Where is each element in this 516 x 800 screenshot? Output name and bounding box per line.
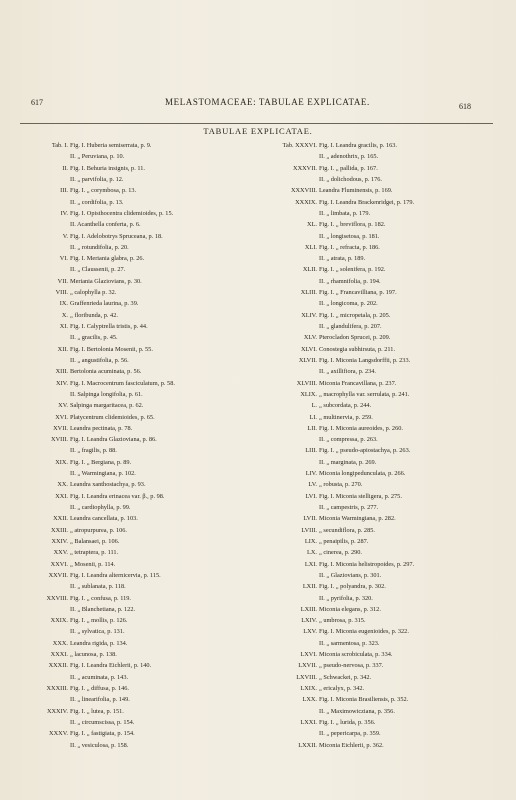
plate-number: Tab. XXXVI. (282, 142, 317, 149)
plate-list-item (22, 253, 175, 264)
plate-list-item (265, 604, 414, 615)
plate-list-item (22, 479, 175, 490)
plate-entry: II. „ pyrifolia, p. 320. (319, 594, 373, 602)
plate-entry: Fig. I. Opisthocentra clidemioides, p. 15. (70, 209, 174, 217)
plate-list-item (22, 366, 175, 377)
plate-list-item (22, 626, 175, 637)
plate-list-item (265, 694, 414, 705)
plate-number: XIX. (55, 458, 68, 466)
plate-number: XII. (57, 345, 68, 353)
plate-entry: Leandra cancellata, p. 103. (70, 515, 138, 523)
plate-list-item (265, 559, 414, 570)
plate-entry: Fig. I. Miconia Brasiliensis, p. 352. (319, 696, 409, 704)
plate-entry: II. „ circumscissa, p. 154. (70, 718, 135, 726)
plate-list-item (22, 706, 175, 717)
plate-entry: Miconia longipedunculata, p. 266. (319, 470, 406, 478)
plate-number: XVI. (55, 413, 68, 421)
plate-entry: „ umbrosa, p. 315. (319, 617, 366, 625)
plate-number: XXXV. (49, 730, 68, 738)
plate-list-item (265, 332, 414, 343)
plate-list-item (265, 276, 414, 287)
plate-entry: II. „ cardiophylla, p. 99. (70, 504, 131, 511)
plate-list-item (265, 253, 414, 264)
plate-entry: II. „ atrata, p. 189. (319, 255, 366, 263)
plate-entry: Fig. I. Calyptrella tristis, p. 44. (70, 323, 148, 330)
plate-entry: Leandra pectinata, p. 78. (70, 424, 133, 432)
plate-list-item (265, 400, 414, 411)
plate-number: II. (62, 164, 68, 172)
plate-number: LI. (309, 413, 317, 421)
plate-entry: II. „ compressa, p. 263. (319, 436, 378, 444)
plate-entry: II. „ linearifolia, p. 149. (70, 696, 130, 704)
plate-list-item (265, 174, 414, 185)
plate-entry: II. Salpinga longifolia, p. 61. (70, 390, 143, 398)
plate-number: XL. (307, 221, 317, 229)
plate-entry: Fig. I. „ Bergiana, p. 89. (70, 458, 132, 466)
plate-entry: II. „ longicoma, p. 202. (319, 300, 378, 308)
plate-list-item (22, 389, 175, 400)
plate-list-item (22, 208, 175, 219)
plate-entry: Fig. I. „ pseudo-apiostachya, p. 263. (319, 447, 411, 455)
plate-entry: Fig. I. „ lurida, p. 356. (319, 718, 376, 726)
right-plate-list (265, 140, 414, 751)
plate-number: LXVI. (300, 651, 317, 659)
plate-list-item (22, 264, 175, 275)
plate-list-item (265, 581, 414, 592)
plate-number: XXXIX. (295, 198, 317, 206)
plate-number: LIII. (305, 447, 317, 455)
plate-number: XXX. (52, 639, 68, 647)
plate-number: LX. (307, 549, 317, 557)
plate-list-item (22, 593, 175, 604)
plate-list-item (265, 378, 414, 389)
plate-list-item (22, 694, 175, 705)
plate-list-item (22, 355, 175, 366)
plate-number: LXXI. (300, 718, 317, 726)
plate-entry: Fig. I. Macrocentrum fasciculatum, p. 58. (70, 379, 175, 387)
plate-number: III. (60, 187, 68, 195)
plate-list-item (22, 502, 175, 513)
plate-entry: Pterocladon Sprucei, p. 209. (319, 334, 391, 342)
plate-number: VIII. (55, 289, 68, 297)
plate-list-item (22, 412, 175, 423)
plate-number: XXVII. (48, 571, 68, 579)
plate-entry: II. „ dolichodous, p. 176. (319, 175, 382, 183)
plate-entry: Meriania Glaziovians, p. 30. (70, 277, 142, 285)
plate-entry: Fig. I. Miconia Langsdorffii, p. 233. (319, 356, 411, 364)
plate-list-item (265, 717, 414, 728)
plate-entry: „ ericalyx, p. 342. (319, 685, 365, 692)
plate-list-item (265, 491, 414, 502)
plate-list-item (265, 197, 414, 208)
plate-number: LVII. (303, 515, 317, 523)
plate-number: LIV. (305, 470, 317, 478)
plate-list-item (265, 445, 414, 456)
plate-entry: „ atropurpurea, p. 106. (70, 526, 128, 534)
plate-entry: II. „ vesiculosa, p. 158. (70, 741, 129, 749)
plate-entry: Fig. I. Miconia helistropoides, p. 297. (319, 560, 415, 568)
plate-list-item (22, 219, 175, 230)
plate-entry: II. „ glandulifera, p. 207. (319, 323, 382, 330)
plate-entry: „ Schwackei, p. 342. (319, 673, 372, 681)
plate-entry: „ subcordata, p. 244. (319, 402, 372, 410)
plate-list-item (265, 208, 414, 219)
plate-number: XLII. (302, 266, 317, 274)
plate-list-item (22, 185, 175, 196)
plate-list-item (265, 468, 414, 479)
plate-list-item (22, 310, 175, 321)
plate-entry: II. „ sublanata, p. 118. (70, 583, 126, 591)
plate-list-item (265, 457, 414, 468)
plate-number: LXIII. (300, 605, 317, 613)
plate-entry: II. „ limbata, p. 179. (319, 209, 371, 217)
plate-entry: II. „ Glaziovians, p. 301. (319, 571, 382, 579)
plate-entry: „ multinervia, p. 259. (319, 413, 373, 421)
plate-entry: II. „ campestris, p. 277. (319, 504, 379, 511)
plate-entry: II. „ adenothrix, p. 165. (319, 153, 379, 161)
plate-number: XIV. (56, 379, 68, 387)
plate-entry: Fig. I. Miconia eugenioides, p. 322. (319, 628, 409, 636)
plate-number: X. (61, 311, 68, 319)
plate-number: XV. (58, 402, 68, 410)
plate-entry: II. „ pepericarpa, p. 359. (319, 730, 381, 738)
plate-list-item (265, 683, 414, 694)
plate-entry: II. „ sarmentosa, p. 323. (319, 639, 380, 647)
plate-entry: Fig. I. Meriania glabra, p. 26. (70, 255, 145, 263)
plate-list-item (265, 434, 414, 445)
plate-entry: Graffenrieda laurina, p. 39. (70, 300, 139, 308)
plate-entry: Miconia Francavillana, p. 237. (319, 379, 397, 387)
plate-number: LXV. (303, 628, 317, 636)
plate-entry: Fig. I. „ mollis, p. 126. (70, 617, 128, 625)
plate-list-item (22, 400, 175, 411)
plate-list-item (22, 638, 175, 649)
plate-entry: Fig. I. Leandra alternicervia, p. 115. (70, 571, 161, 579)
plate-list-item (22, 660, 175, 671)
plate-number: XXV. (53, 549, 68, 557)
plate-entry: Miconia Eichlerii, p. 362. (319, 741, 384, 749)
plate-entry: Fig. I. „ micropetala, p. 205. (319, 311, 391, 319)
plate-list-item (265, 242, 414, 253)
plate-list-item (22, 559, 175, 570)
plate-number: LXX. (302, 696, 317, 704)
plate-number: LXIV. (301, 617, 317, 625)
plate-list-item (265, 412, 414, 423)
plate-number: XLIV. (301, 311, 317, 319)
plate-number: LVI. (305, 492, 317, 500)
plate-number: XLV. (303, 334, 317, 342)
plate-list-item (265, 626, 414, 637)
plate-number: XXIV. (51, 537, 68, 545)
plate-entry: II. „ rhamnifolia, p. 194. (319, 277, 381, 285)
plate-list-item (22, 423, 175, 434)
plate-entry: Fig. I. Bertolonia Mosenii, p. 55. (70, 345, 153, 353)
plate-number: LXVII. (298, 662, 317, 670)
plate-list-item (265, 344, 414, 355)
plate-list-item (265, 728, 414, 739)
plate-entry: II. „ sylvatica, p. 131. (70, 628, 125, 636)
plate-number: LXIX. (300, 685, 317, 692)
plate-list-item (265, 525, 414, 536)
plate-entry: Fig. I. Leandra Brackenridgei, p. 179. (319, 198, 415, 206)
plate-entry: II. „ Warmingiana, p. 102. (70, 470, 136, 478)
plate-entry: II. „ parvifolia, p. 12. (70, 175, 124, 183)
plate-number: XXXI. (50, 651, 68, 659)
plate-list-item (265, 672, 414, 683)
plate-number: LXII. (302, 583, 317, 591)
plate-number: IX. (59, 300, 68, 308)
plate-entry: Fig. I. Miconia aureoides, p. 260. (319, 424, 403, 432)
plate-list-item (22, 434, 175, 445)
plate-number: XXVIII. (46, 594, 68, 602)
plate-number: XXXIV. (46, 707, 68, 715)
header-rule (20, 123, 493, 124)
plate-list-item (265, 321, 414, 332)
plate-entry: Conostegia subhirsuta, p. 211. (319, 345, 396, 353)
plate-number: LII. (307, 424, 317, 432)
plate-list-item (22, 513, 175, 524)
plate-list-item (22, 457, 175, 468)
plate-list-item (22, 242, 175, 253)
plate-entry: Leandra rigida, p. 134. (70, 639, 128, 647)
plate-list-item (265, 219, 414, 230)
plate-list-item (22, 151, 175, 162)
plate-list-item (22, 672, 175, 683)
plate-entry: Fig. I. Leandra Glazioviana, p. 86. (70, 436, 157, 444)
plate-entry: Fig. I. Behuria insignis, p. 11. (70, 164, 145, 172)
plate-list-item (22, 491, 175, 502)
plate-list-item (22, 378, 175, 389)
plate-entry: II. „ axillifiora, p. 234. (319, 368, 377, 376)
plate-list-item (22, 570, 175, 581)
plate-list-item (265, 547, 414, 558)
plate-entry: Fig. I. Adelobotrys Spruceana, p. 18. (70, 232, 163, 240)
plate-entry: Fig. I. Leandra Eichlerii, p. 140. (70, 662, 152, 670)
plate-number: XLI. (304, 243, 317, 251)
plate-entry: Fig. I. „ confusa, p. 119. (70, 594, 131, 602)
plate-list-item (22, 276, 175, 287)
plate-list-item (22, 547, 175, 558)
plate-list-item (22, 740, 175, 751)
plate-entry: Fig. I. „ lutea, p. 151. (70, 707, 124, 715)
plate-entry: II. „ Claussenii, p. 27. (70, 266, 126, 274)
plate-number: V. (62, 232, 68, 240)
plate-number: LXVIII. (296, 673, 317, 681)
plate-list-item (22, 163, 175, 174)
plate-entry: II. „ Peruviana, p. 10. (70, 153, 125, 161)
plate-number: XX. (57, 481, 68, 489)
plate-entry: „ secundiflora, p. 285. (319, 526, 375, 534)
plate-entry: II. „ cordifolia, p. 13. (70, 198, 124, 206)
plate-number: VII. (57, 277, 68, 285)
plate-number: IV. (60, 209, 68, 217)
plate-list-item (265, 140, 414, 151)
plate-entry: II. Acanthella conferta, p. 6. (70, 221, 141, 229)
plate-entry: Leandra Fluminensis, p. 169. (319, 187, 393, 195)
plate-list-item (22, 649, 175, 660)
plate-entry: Fig. I. „ fastigiata, p. 154. (70, 730, 135, 738)
plate-number: XI. (59, 323, 68, 330)
plate-list-item (22, 536, 175, 547)
plate-list-item (265, 389, 414, 400)
plate-list-item (265, 570, 414, 581)
plate-list-item (22, 344, 175, 355)
plate-list-item (265, 298, 414, 309)
plate-list-item (22, 197, 175, 208)
plate-entry: Fig. I. Leandra gracilis, p. 163. (319, 142, 397, 149)
plate-number: L. (311, 402, 317, 410)
plate-list-item (22, 332, 175, 343)
plate-list-item (265, 231, 414, 242)
plate-entry: „ pseudo-nervosa, p. 337. (319, 662, 384, 670)
plate-entry: II. „ gracilis, p. 45. (70, 334, 118, 342)
plate-number: Tab. I. (51, 142, 68, 149)
plate-entry: II. „ marginata, p. 269. (319, 458, 377, 466)
plate-entry: Fig. I. „ breviflora, p. 182. (319, 221, 386, 229)
plate-list-item (22, 615, 175, 626)
plate-entry: II. „ longisetosa, p. 181. (319, 232, 380, 240)
plate-entry: Fig. I. Leandra erinacea var. β., p. 98. (70, 492, 165, 500)
plate-list-item (265, 151, 414, 162)
plate-number: XLIII. (300, 289, 317, 297)
plate-entry: Platycentrum clidemioides, p. 65. (70, 413, 155, 421)
plate-number: VI. (59, 255, 68, 263)
plate-number: XIII. (55, 368, 68, 376)
plate-entry: „ cinerea, p. 290. (319, 549, 363, 557)
plate-number: XXIX. (50, 617, 68, 625)
plate-number: LXI. (304, 560, 317, 568)
plate-number: XXII. (53, 515, 68, 523)
plate-list-item (265, 423, 414, 434)
plate-list-item (22, 445, 175, 456)
plate-entry: II. „ Maximowicziana, p. 356. (319, 707, 395, 715)
plate-number: XXIII. (51, 526, 68, 534)
plate-number: LVIII. (301, 526, 317, 534)
plate-list-item (265, 536, 414, 547)
plate-entry: „ calophylla p. 32. (70, 289, 117, 297)
plate-entry: II. „ acuminata, p. 143. (70, 673, 129, 681)
plate-list-item (265, 649, 414, 660)
plate-list-item (265, 660, 414, 671)
left-plate-list (22, 140, 175, 751)
plate-number: XLIX. (300, 390, 317, 398)
plate-number: XVII. (53, 424, 68, 432)
plate-list-item (22, 604, 175, 615)
plate-number: XXI. (55, 492, 68, 500)
plate-list-item (265, 310, 414, 321)
plate-number: LIX. (304, 537, 317, 545)
plate-entry: „ Mosenii, p. 114. (70, 560, 116, 568)
plate-entry: Fig. I. „ pallida, p. 167. (319, 164, 378, 172)
plate-list-item (265, 706, 414, 717)
plate-number: XLVII. (298, 356, 317, 364)
plate-entry: „ macrophylla var. serrulata, p. 241. (319, 390, 410, 398)
plate-number: LXXII. (298, 741, 317, 749)
plate-entry: „ lacunosa, p. 138. (70, 651, 117, 659)
plate-list-item (265, 513, 414, 524)
plate-number: XXXVII. (293, 164, 317, 172)
plate-number: XXXII. (48, 662, 68, 670)
running-header-title: MELASTOMACEAE: TABULAE EXPLICATAE. (165, 97, 370, 107)
plate-entry: Fig. I. „ polyandra, p. 302. (319, 583, 386, 591)
plate-entry: „ tetraptera, p. 111. (70, 549, 119, 557)
plate-list-item (22, 231, 175, 242)
plate-list-item (22, 287, 175, 298)
plate-entry: Miconia scrobiculata, p. 334. (319, 651, 393, 659)
plate-entry: Fig. I. Miconia stelligera, p. 275. (319, 492, 402, 500)
plate-entry: Fig. I. „ diffusa, p. 146. (70, 685, 129, 692)
plate-list-item (22, 468, 175, 479)
plate-list-item (22, 581, 175, 592)
plate-entry: II. „ fragilis, p. 88. (70, 447, 117, 455)
section-title: TABULAE EXPLICATAE. (203, 126, 313, 136)
plate-number: XLVI. (300, 345, 317, 353)
plate-list-item (265, 479, 414, 490)
plate-list-item (265, 615, 414, 626)
plate-list-item (265, 355, 414, 366)
plate-entry: „ penaipilis, p. 287. (319, 537, 369, 545)
plate-list-item (22, 683, 175, 694)
plate-entry: Miconia elegans, p. 312. (319, 605, 381, 613)
plate-entry: „ robusta, p. 270. (319, 481, 363, 489)
plate-list-item (265, 163, 414, 174)
plate-entry: II. „ angustifolia, p. 56. (70, 356, 129, 364)
plate-list-item (265, 593, 414, 604)
plate-list-item (22, 298, 175, 309)
right-page-number: 618 (459, 102, 471, 111)
plate-entry: Fig. I. „ refracta, p. 186. (319, 243, 380, 251)
plate-entry: Miconia Warmingiana, p. 282. (319, 515, 396, 523)
plate-entry: Fig. I. „ corymbosa, p. 13. (70, 187, 137, 195)
plate-entry: II. „ Blanchetiana, p. 122. (70, 605, 136, 613)
plate-entry: „ Balansaei, p. 106. (70, 537, 120, 545)
plate-list-item (265, 264, 414, 275)
plate-entry: Salpinga margaritacea, p. 62. (70, 402, 144, 410)
plate-list-item (22, 525, 175, 536)
plate-list-item (22, 717, 175, 728)
plate-list-item (265, 502, 414, 513)
plate-list-item (265, 185, 414, 196)
plate-entry: II. „ rotundifolia, p. 20. (70, 243, 129, 251)
plate-list-item (265, 740, 414, 751)
plate-number: XXVI. (50, 560, 68, 568)
plate-entry: Fig. I. „ Francavilliana, p. 197. (319, 289, 397, 297)
plate-list-item (265, 287, 414, 298)
plate-entry: Leandra xanthostachya, p. 93. (70, 481, 146, 489)
plate-entry: Bertolonia acuminata, p. 56. (70, 368, 142, 376)
plate-list-item (22, 174, 175, 185)
plate-entry: Fig. I. „ solenifera, p. 192. (319, 266, 386, 274)
left-page-number: 617 (31, 98, 43, 107)
plate-number: XLVIII. (296, 379, 317, 387)
plate-number: XXXVIII. (290, 187, 317, 195)
plate-list-item (22, 728, 175, 739)
plate-entry: „ floribunda, p. 42. (70, 311, 118, 319)
plate-number: XXXIII. (46, 685, 68, 692)
plate-number: XVIII. (51, 436, 68, 444)
plate-list-item (22, 321, 175, 332)
plate-number: LV. (308, 481, 317, 489)
plate-list-item (22, 140, 175, 151)
plate-list-item (265, 638, 414, 649)
plate-entry: Fig. I. Huberia semiserrata, p. 9. (70, 142, 152, 149)
plate-list-item (265, 366, 414, 377)
